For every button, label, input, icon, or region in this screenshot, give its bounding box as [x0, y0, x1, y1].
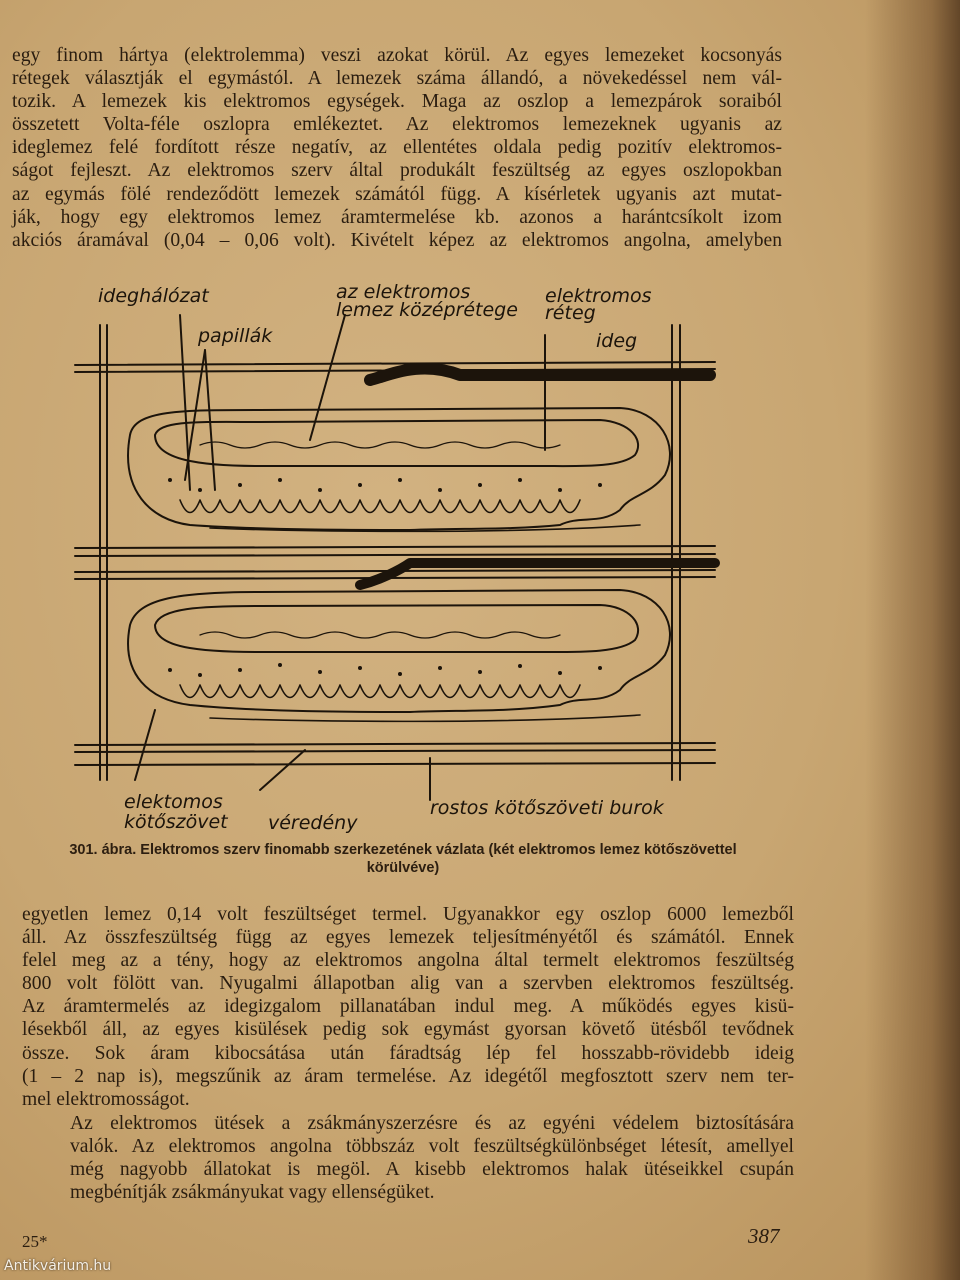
text-line: Az elektromos ütések a zsákmányszerzésre és az egyéni védelem biztosítására: [70, 1113, 794, 1134]
label-reteg-2: réteg: [545, 302, 596, 324]
text-line: ják, hogy egy elektromos lemez áramtermelése kb. azonos a harántcsíkolt izom: [12, 206, 782, 228]
text-line: megbénítják zsákmányukat vagy ellenségüket.: [70, 1182, 435, 1204]
text-line: össze. Sok áram kibocsátása után fáradtság lép fel hosszabb-rövidebb ideig: [22, 1042, 794, 1064]
text-line: az egymás fölé rendeződött lemezek számától függ. A kísérletek ugyanis azt mutat-: [12, 183, 782, 205]
text-line: áll. Az összfeszültség függ az egyes lemezek teljesítményétől és számától. Ennek: [22, 927, 794, 949]
text-line: Az áramtermelés az idegizgalom pillanatában indul meg. A működés egyes kisü-: [22, 996, 794, 1018]
caption-line: körülvéve): [366, 860, 440, 876]
text-line: ságot fejleszt. Az elektromos szerv által produkált feszültség az egyes oszlopokban: [12, 160, 782, 182]
label-reteg-1: elektromos: [545, 285, 652, 307]
text-line: rétegek választják el egymástól. A lemezek száma állandó, a növekedéssel nem vál-: [12, 68, 782, 90]
paragraph-bottom: [22, 903, 794, 1111]
text-line: akciós áramával (0,04 – 0,06 volt). Kivételt képez az elektromos angolna, amelyben: [12, 229, 782, 251]
text-line: felel meg az a tény, hogy az elektromos angolna által termelt elektromos feszültség: [22, 950, 794, 972]
label-papillak: papillák: [198, 325, 273, 347]
label-kotoszovet-1: elektomos: [124, 791, 223, 813]
paragraph-bottom-2: [22, 1112, 794, 1204]
watermark: Antikvárium.hu: [4, 1258, 112, 1274]
text-line: 800 volt fölött van. Nyugalmi állapotban alig van a szervben elektromos feszültség.: [22, 973, 794, 995]
label-ideg: ideg: [596, 330, 638, 352]
caption-line: 301. ábra. Elektromos szerv finomabb szerkezetének vázlata (két elektromos lemez kötőszövettel: [69, 842, 737, 858]
text-line: egy finom hártya (elektrolemma) veszi azokat körül. Az egyes lemezeket kocsonyás: [12, 45, 782, 66]
page-number: 387: [748, 1224, 780, 1248]
label-ideghalozat: ideghálózat: [98, 285, 209, 307]
label-kozepretege-1: az elektromos: [336, 281, 471, 303]
signature-mark: 25*: [22, 1232, 48, 1251]
label-veredeny: véredény: [268, 812, 358, 834]
text-line: lésekből áll, az egyes kisülések pedig sok egymást gyorsan követő ütésből tevődnek: [22, 1019, 794, 1041]
text-line: ideglemez felé fordított része negatív, az ellentétes oldala pedig pozitív elektromos-: [12, 137, 782, 159]
figure-caption: [18, 841, 788, 877]
text-line: mel elektromosságot.: [22, 1088, 190, 1110]
page-edge-shadow: [865, 0, 960, 1280]
text-line: összetett Volta-féle oszlopra emlékeztet. Az elektromos lemezeknek ugyanis az: [12, 114, 782, 136]
text-line: tozik. A lemezek kis elektromos egységek. Maga az oszlop a lemezpárok soraiból: [12, 91, 782, 113]
text-line: valók. Az elektromos angolna többszáz volt feszültségkülönbséget létesít, amellyel: [70, 1136, 794, 1158]
label-kotoszovet-2: kötőszövet: [124, 811, 228, 833]
label-kozepretege-2: lemez középrétege: [336, 299, 518, 321]
label-burok: rostos kötőszöveti burok: [430, 797, 664, 819]
electric-organ-diagram: [60, 280, 740, 840]
text-line: (1 – 2 nap is), megszűnik az áram termelése. Az idegétől megfosztott szerv nem ter-: [22, 1065, 794, 1087]
text-line: egyetlen lemez 0,14 volt feszültséget termel. Ugyanakkor egy oszlop 6000 lemezből: [22, 904, 794, 925]
paragraph-top: [12, 44, 782, 252]
text-line: még nagyobb állatokat is megöl. A kisebb elektromos halak ütéseikkel csupán: [70, 1159, 794, 1181]
